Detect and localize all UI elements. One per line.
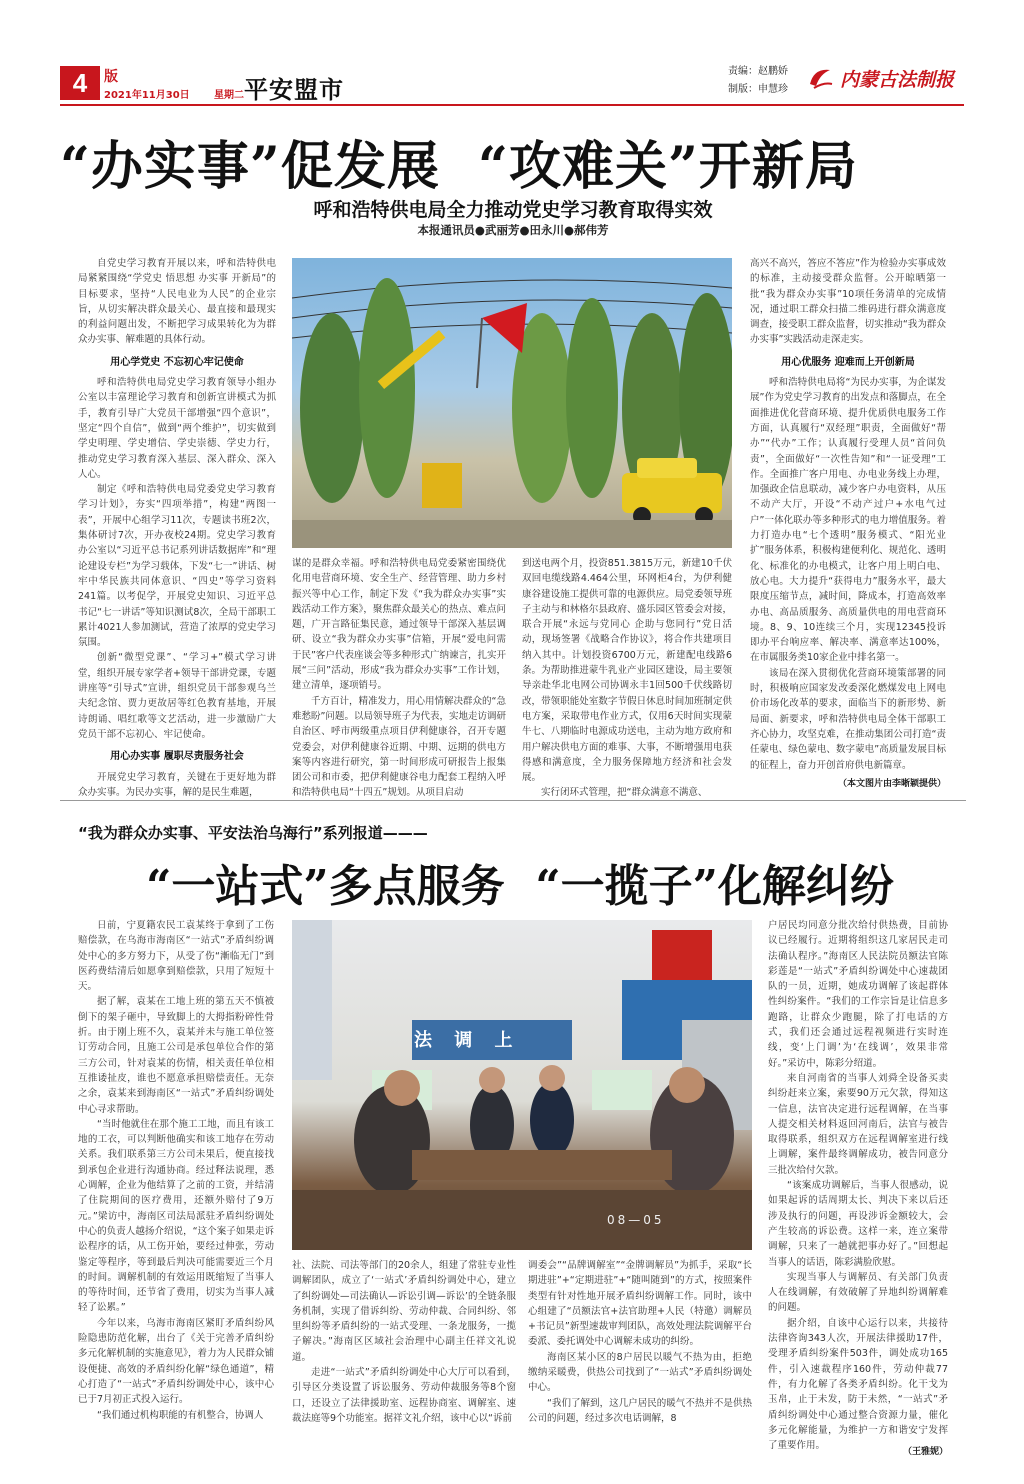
paragraph: 创新“微型党课”、“学习+”模式学习讲堂，组织开展专家学者+领导干部讲党课，专题讲座等“引导式”宣讲，组织党员干部参观乌兰夫纪念馆、贾力更故居等红色教育基地，开展诗朗诵、唱红歌等文艺活动，进一步激励广大党员干部不忘初心、牢记使命。	[78, 652, 276, 740]
section-heading: 用心办实事 履职尽责服务社会	[110, 751, 244, 763]
article2-column-2	[292, 1258, 516, 1426]
paragraph: 谋的是群众幸福。呼和浩特供电局党委紧密围绕优化用电营商环境、安全生产、经营管理、助力乡村振兴等中心工作，制定下发《“我为群众办实事”实践活动工作方案》，聚焦群众最关心的热点、难点问题，广开言路征集民意，通过领导干部深入基层调研、设立“我为群众办实事”信箱，开展“爱电问需于民”客户代表座谈会等多种形式广纳谏言，扎实开展“三问”活动，形成“我为群众办实事”工作计划，建立清单，逐项销号。	[292, 558, 506, 692]
article1-column-3	[522, 556, 732, 801]
paper-logo-icon	[806, 64, 834, 92]
paragraph: 社、法院、司法等部门的20余人，组建了常驻专业性调解团队，成立了‘一站式’矛盾纠纷调处中心，建立了纠纷调处—司法确认—诉讼引调—诉讼’的全链条服务机制，实现了借诉纠纷、劳动仲裁、合同纠纷、邻里纠纷等矛盾纠纷的一站式受理、一条龙服务，一揽子解决。”海南区区域社会治理中心副主任祥文礼说道。	[292, 1260, 516, 1363]
paper-logo	[806, 60, 966, 96]
page-number: 4	[72, 68, 88, 98]
page-number-badge	[60, 66, 100, 100]
headline: “办实事”促发展 “攻难关”开新局	[60, 136, 858, 197]
article2-column-1	[78, 918, 274, 1423]
paragraph: 呼和浩特供电局将“为民办实事，为企谋发展”作为党史学习教育的出发点和落脚点，在全面推进优化营商环境、提升优质供电服务工作方面，认真履行“双经理”职责，全面做好“帮办”“代办”工作；认真履行受理人员“首问负责”，全面做好“一次性告知”和“一证受理”工作。全面推广客户用电、办电业务线上办理，加强政企信息联动，减少客户办电资料，从压不动产大厅，开设“不动产过户+水电气过户”一体化联办等多种形式的电力增值服务。着力打造办电“七个透明”服务模式、“阳光业扩”服务体系，积极构建便利化、规范化、透明化、标准化的办电模式，让客户用上明白电、放心电。大力提升“获得电力”服务水平，最大限度压缩节点，减时间，降成本，打造高效率办电、高品质服务、高质量供电的用电营商环境。8、9、10连续三个月，实现12345投诉即办平台响应率、解决率、满意率达100%，在市属服务类10家企业中排名第一。	[750, 377, 946, 664]
subheadline: 呼和浩特供电局全力推动党史学习教育取得实效	[313, 199, 713, 221]
photo-mediation-room	[292, 920, 752, 1250]
paragraph: 自党史学习教育开展以来，呼和浩特供电局紧紧围绕“学党史 悟思想 办实事 开新局”的目标要求，坚持“人民电业为人民”的企业宗旨，从切实解决群众最关心、最直接和最现实的利益问题出发，不断把学习成果转化为为群众办实事、解难题的具体行动。	[78, 258, 276, 346]
article2-column-3	[528, 1258, 752, 1426]
paragraph: “我们通过机构职能的有机整合，协调人	[97, 1409, 264, 1421]
section-heading: 用心优服务 迎难而上开创新局	[781, 356, 915, 368]
author-credit: （王雅妮）	[902, 1447, 948, 1457]
paragraph: “我们了解到，这几户居民的暖气不热并不是供热公司的问题，经过多次电话调解，8	[528, 1397, 752, 1424]
editor-credit: 责编：赵鹏娇	[728, 66, 788, 77]
paragraph: 实行闭环式管理，把“群众满意不满意、	[541, 787, 708, 799]
paragraph: 海南区某小区的8户居民以暖气不热为由，拒绝缴纳采暖费，供热公司找到了“一站式”矛盾纠纷调处中心。	[528, 1351, 752, 1394]
photo-scene	[292, 920, 752, 1250]
photo-line-repair	[292, 258, 732, 548]
paragraph: 制定《呼和浩特供电局党委党史学习教育学习计划》，夯实“四项举措”，构建“两图一表”，开展中心组学习11次，专题读书班2次，集体研讨7次，开办夜校24期。党史学习教育办公室以“习近平总书记系列讲话数据库”和“理论建设专栏”为学习载体，下发“七一”讲话、树牢中华民族共同体意识、“四史”等学习资料241篇。以考促学，开展党史知识、习近平总书记“七一讲话”等知识测试8次，全局干部职工累计4021人参加测试，营造了浓厚的党史学习氛围。	[78, 484, 276, 649]
article2-column-4	[768, 918, 948, 1453]
section-title: 平安盟市	[244, 76, 344, 104]
paragraph: 来自河南省的当事人刘舜全设备买卖纠纷赶来立案，索要90万元欠款，得知这一信息，法官决定进行远程调解，在当事人提交相关材料返回河南后，法官与被告取得联系，组织双方在远程调解室进行线上调解，案件最终调解成功，被告同意分三批次给付欠款。	[768, 1072, 948, 1176]
headline: “一站式”多点服务 “一揽子”化解纠纷	[146, 861, 894, 912]
photo-scene	[292, 258, 732, 548]
paper-name: 内蒙古法制报	[840, 68, 955, 91]
paragraph: 日前，宁夏籍农民工袁某终于拿到了工伤赔偿款，在乌海市海南区“一站式”矛盾纠纷调处中心的多方努力下，从受了伤“漸临无门”到医药费结清后如愿拿到赔偿款，只用了短短十天。	[78, 920, 274, 993]
byline: 本报通讯员●武丽芳●田永川●郝伟芳	[417, 223, 609, 237]
article1-column-1	[78, 256, 276, 800]
paragraph: 据了解，袁某在工地上班的第五天不慎被倒下的架子砸中，导致脚上的大拇指粉碎性骨折。由于刚上班不久，袁某并未与施工单位签订劳动合同，且施工公司是承包单位合作的第三方公司，针对袁某的伤情，相关责任单位相互推诿扯皮，谁也不愿意承担赔偿责任。无奈之余，袁某来到海南区“一站式”矛盾纠纷调处中心寻求帮助。	[78, 996, 274, 1115]
paragraph: 走进“一站式”矛盾纠纷调处中心大厅可以看到，引导区分类设置了诉讼服务、劳动仲裁服务等8个窗口，还设立了法律援助室、远程协商室、调解室、速裁法庭等9个功能室。据祥文礼介绍，该中心以“诉前	[292, 1367, 516, 1424]
paragraph: 调委会”“品牌调解室”“金牌调解员”为抓手，采取“长期进驻”+“定期进驻”+“随叫随到”的方式，按照案件类型有针对性地开展矛盾纠纷调解工作。同时，该中心组建了“员额法官+法官助理+人民（特邀）调解员+书记员”新型速裁审判团队，高效处理法院调解平台委派、委托调处中心调解未成功的纠纷。	[528, 1260, 752, 1348]
section-heading: 用心学党史 不忘初心牢记使命	[110, 356, 244, 368]
paragraph: 呼和浩特供电局党史学习教育领导小组办公室以丰富理论学习教育和创新宣讲模式为抓手，教育引导广大党员干部增强“四个意识”，坚定“四个自信”，做到“两个维护”，切实做到学史明理、学史增信、学史崇德、学史力行，推动党史学习教育深入基层、深入群众、深入人心。	[78, 377, 276, 480]
paragraph: 据介绍，自该中心运行以来，共接待法律咨询343人次，开展法律援助17件，受理矛盾纠纷案件503件，调处成功165件，引入速裁程序160件，劳动仲裁77件，有力化解了各类矛盾纠纷。化干戈为玉帛，止于未发，防于未然，“一站式”矛盾纠纷调处中心通过整合资源力量，催化多元化解能量，为维护一方和谐安宁发挥了重要作用。	[768, 1317, 948, 1452]
photo-credit: （本文图片由李晰颖提供）	[837, 779, 946, 789]
paragraph: 高兴不高兴，答应不答应”作为检验办实事成效的标准，主动接受群众监督。公开晾晒第一批“我为群众办实事”10项任务清单的完成情况，通过职工群众扫描二维码进行群众满意度调查，接受职工群众监督，切实推动“我为群众办实事”实践活动走深走实。	[750, 258, 946, 346]
article1-column-4	[750, 256, 946, 773]
series-title: “我为群众办实事、平安法治乌海行”系列报道———	[78, 824, 428, 842]
paragraph: 该局在深入贯彻优化营商环境策部署的同时，积极响应国家发改委深化燃煤发电上网电价市场化改革的要求，面临当下的新形势、新局面、新要求，呼和浩特供电局全体干部职工齐心协力，攻坚克难，在推动集团公司打造“责任蒙电、绿色蒙电、数字蒙电”高质量发展目标的征程上，奋力开创首府供电新篇章。	[750, 667, 946, 771]
paragraph: “当时他就住在那个施工工地，而且有该工地的工衣，可以判断他确实和该工地存在劳动关系。我们联系第三方公司未果后，便直接找到承包企业进行沟通协商。经过释法说理，悉心调解，企业为他结算了之前的工资，并结清了住院期间的医疗费用，还额外赔付了9万元。”梁访中，海南区司法局派驻矛盾纠纷调处中心的负责人越扬介绍说，“这个案子如果走诉讼程序的话，从工伤开始，要经过伸张，劳动鉴定等程序，等到最后判决可能需要近三个月的时间。调解机制的有效运用既缩短了当事人的等待时间，还节省了费用，切实为当事人减轻了讼累。”	[78, 1118, 274, 1314]
paragraph: 千方百计，精准发力，用心用情解决群众的“急难愁盼”问题。以局领导班子为代表，实地走访调研自治区、呼市两级重点项目伊利健康谷，召开专题党委会，对伊利健康谷近期、中期、远期的供电方案等内容进行研究，第一时间形成可研报告上报集团公司和市委，把伊利健康谷电力配套工程纳入呼和浩特供电局“十四五”规划。从项目启动	[292, 695, 506, 799]
paragraph: 开展党史学习教育，关键在于更好地为群众办实事。为民办实事，解的是民生难题，	[78, 771, 276, 798]
paragraph: 实现当事人与调解员、有关部门负责人在线调解，有效破解了异地纠纷调解难的问题。	[768, 1271, 948, 1314]
issue-weekday: 星期二	[214, 90, 244, 101]
photo-sign-right: 08—05	[607, 1213, 665, 1227]
paragraph: 今年以来，乌海市海南区紧盯矛盾纠纷风险隐患防范化解，出台了《关于完善矛盾纠纷多元化解机制的实施意见》，着力为人民群众铺设便捷、高效的矛盾纠纷化解“绿色通道”，精心打造了“一站式”矛盾纠纷调处中心，该中心已于7月初正式投入运行。	[78, 1317, 274, 1406]
paragraph: 户居民均同意分批次给付供热费，目前协议已经履行。近期将组织这几家居民走司法确认程序。”海南区人民法院员额法官陈彩莲是“一站式”矛盾纠纷调处中心速裁团队的一员，近期，她成功调解了该起群体性纠纷案件。“我们的工作宗旨是让信息多跑路，让群众少跑腿，除了打电话的方式，我们还会通过远程视频进行实时连线，变‘上门调’为‘在线调’，效果非常好。”采访中，陈彩分绍道。	[768, 920, 948, 1069]
article1-column-2	[292, 556, 506, 801]
issue-date: 2021年11月30日	[104, 90, 190, 101]
masthead-rule	[60, 104, 964, 106]
page-char: 版	[104, 69, 118, 85]
paragraph: 到送电两个月，投资851.3815万元，新建10千伏双回电缆线路4.464公里，环网柜4台，为伊利健康谷建设施工提供可靠的电源供应。局党委领导班子主动与和林格尔县政府、盛乐园区管委会对接，联合开展“永远与党同心 企助与您同行”党日活动，现场签署《战略合作协议》，将合作共建项目纳入其中。计划投资6700万元，新建配电线路6条。为帮助推进蒙牛乳业产业园区建设，局主要领导亲赴华北电网公司协调永丰1回500千伏线路切改，带领职能处室数字节假日休息时间加班制定供电方案，采取带电作业方式，仅用6天时间实现蒙牛七、八期临时电源成功送电，主动为地方政府和用户解决供电方面的难事、大事，不断增强用电获得感和满意度，全力服务保障地方经济和社会发展。	[522, 558, 732, 784]
producer-credit: 制版：申慧珍	[728, 84, 788, 95]
photo-sign-left: 法 调 上	[414, 1030, 521, 1051]
paragraph: “该案成功调解后，当事人很感动，说如果起诉的话周期太长、判决下来以后还涉及执行的问题，再设涉诉金额较大，会产生较高的诉讼费。这样一来，连立案带调解，只来了一趟就把事办好了。”回想起当事人的话语，陈彩满脸欣慰。	[768, 1180, 948, 1268]
article-divider	[60, 800, 966, 801]
